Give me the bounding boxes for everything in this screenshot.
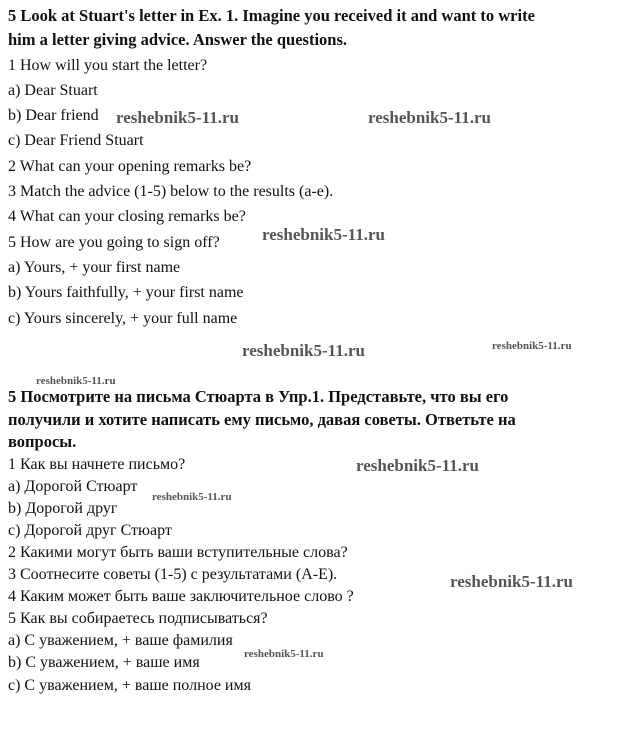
english-heading-line-1: 5 Look at Stuart's letter in Ex. 1. Imagine you received it and want to write <box>8 6 535 25</box>
russian-question-3: 3 Соотнесите советы (1-5) с результатами (А-Е). <box>8 566 338 583</box>
watermark-text: reshebnik5-11.ru <box>356 456 479 475</box>
russian-question-4: 4 Каким может быть ваше заключительное слово ? <box>8 588 354 605</box>
watermark-text: reshebnik5-11.ru <box>242 341 365 360</box>
russian-heading-line-1: 5 Посмотрите на письма Стюарта в Упр.1. Представьте, что вы его <box>8 387 509 406</box>
english-option-5b: b) Yours faithfully, + your first name <box>8 284 244 301</box>
russian-question-1: 1 Как вы начнете письмо? <box>8 456 186 473</box>
english-question-4: 4 What can your closing remarks be? <box>8 208 246 225</box>
english-question-2: 2 What can your opening remarks be? <box>8 158 252 175</box>
russian-option-1a: а) Дорогой Стюарт <box>8 478 138 495</box>
english-option-5c: c) Yours sincerely, + your full name <box>8 310 238 327</box>
watermark-text: reshebnik5-11.ru <box>368 108 491 127</box>
english-heading-line-2: him a letter giving advice. Answer the questions. <box>8 30 348 49</box>
russian-option-5c: c) С уважением, + ваше полное имя <box>8 677 251 694</box>
russian-heading-line-3: вопросы. <box>8 432 77 451</box>
english-option-1a: a) Dear Stuart <box>8 82 98 99</box>
watermark-text: reshebnik5-11.ru <box>152 491 232 503</box>
watermark-text: reshebnik5-11.ru <box>244 648 324 660</box>
english-option-1b: b) Dear friend <box>8 107 99 124</box>
english-option-5a: a) Yours, + your first name <box>8 259 181 276</box>
english-question-3: 3 Match the advice (1-5) below to the results (a-e). <box>8 183 334 200</box>
russian-question-2: 2 Какими могут быть ваши вступительные слова? <box>8 544 348 561</box>
russian-question-5: 5 Как вы собираетесь подписываться? <box>8 610 268 627</box>
russian-option-5a: а) С уважением, + ваше фамилия <box>8 632 233 649</box>
watermark-text: reshebnik5-11.ru <box>450 572 573 591</box>
russian-option-5b: b) С уважением, + ваше имя <box>8 654 200 671</box>
russian-option-1c: c) Дорогой друг Стюарт <box>8 522 172 539</box>
english-option-1c: c) Dear Friend Stuart <box>8 132 144 149</box>
watermark-text: reshebnik5-11.ru <box>262 225 385 244</box>
english-question-1: 1 How will you start the letter? <box>8 57 208 74</box>
watermark-text: reshebnik5-11.ru <box>492 340 572 352</box>
russian-option-1b: b) Дорогой друг <box>8 500 118 517</box>
watermark-text: reshebnik5-11.ru <box>36 375 116 387</box>
russian-heading-line-2: получили и хотите написать ему письмо, давая советы. Ответьте на <box>8 410 516 429</box>
watermark-text: reshebnik5-11.ru <box>116 108 239 127</box>
english-question-5: 5 How are you going to sign off? <box>8 234 220 251</box>
